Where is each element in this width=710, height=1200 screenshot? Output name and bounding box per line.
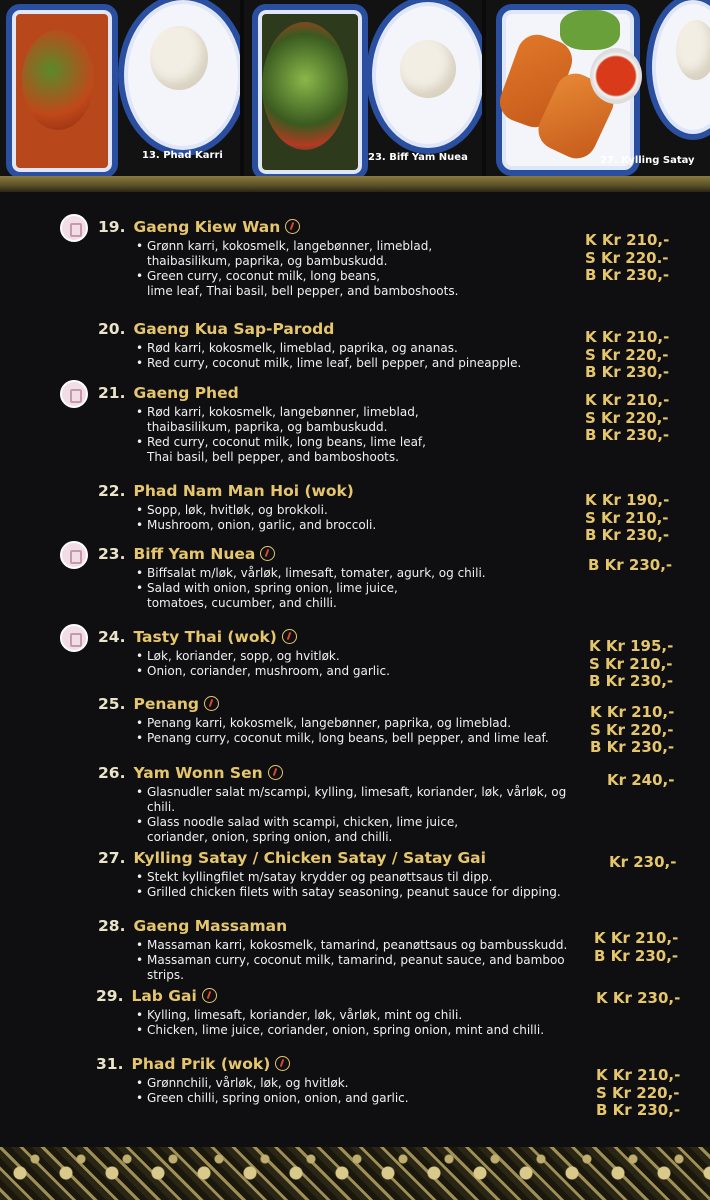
dish-description xyxy=(147,716,587,746)
description-line: • Salad with onion, spring onion, lime juice, xyxy=(147,581,587,596)
description-line: • Grønn karri, kokosmelk, langebønner, limeblad, xyxy=(147,239,587,254)
description-line: • Massaman curry, coconut milk, tamarind, peanut sauce, and bamboo strips. xyxy=(147,953,587,983)
dish-name: Phad Nam Man Hoi (wok) xyxy=(133,482,354,500)
dish-prices xyxy=(585,492,669,545)
description-line: • Grønnchili, vårløk, løk, og hvitløk. xyxy=(147,1076,587,1091)
price-line: K Kr 195,- xyxy=(589,637,674,655)
dish-description xyxy=(147,566,587,611)
description-line: lime leaf, Thai basil, bell pepper, and bamboshoots. xyxy=(147,284,459,298)
dish-number: 19. xyxy=(98,218,126,236)
chili-icon xyxy=(285,219,300,234)
price-line: K Kr 190,- xyxy=(585,491,670,509)
price-line: K Kr 210,- xyxy=(585,231,670,249)
dish-name: Tasty Thai (wok) xyxy=(133,628,277,646)
description-line: • Kylling, limesaft, koriander, løk, vårløk, mint og chili. xyxy=(147,1008,587,1023)
dish-number: 21. xyxy=(98,384,126,402)
photo-icon xyxy=(60,541,88,569)
dish-name: Gaeng Kiew Wan xyxy=(133,218,281,236)
description-line: • Green curry, coconut milk, long beans, xyxy=(147,269,587,284)
dish-name: Gaeng Phed xyxy=(133,384,239,402)
price-line: B Kr 230,- xyxy=(585,426,670,444)
price-line: B Kr 230,- xyxy=(585,363,670,381)
description-line: • Rød karri, kokosmelk, langebønner, limeblad, xyxy=(147,405,587,420)
price-line: S Kr 220,- xyxy=(585,345,669,364)
dish-prices xyxy=(609,854,676,872)
dish-number: 25. xyxy=(98,695,126,713)
photo-caption: 27. Kylling Satay xyxy=(600,155,695,166)
dish-name: Biff Yam Nuea xyxy=(133,545,256,563)
photo-strip xyxy=(0,0,710,180)
description-line: thaibasilikum, paprika, og bambuskudd. xyxy=(147,420,388,434)
dish-name: Gaeng Kua Sap-Parodd xyxy=(133,320,335,338)
price-line: K Kr 210,- xyxy=(590,703,675,721)
price-line: S Kr 220,- xyxy=(590,720,674,739)
dish-prices xyxy=(585,232,669,285)
dish-name: Kylling Satay / Chicken Satay / Satay Gai xyxy=(133,849,486,867)
dish-prices xyxy=(594,930,678,965)
price-line: B Kr 230,- xyxy=(590,738,675,756)
dish-title xyxy=(98,218,300,236)
description-line: • Chicken, lime juice, coriander, onion, spring onion, mint and chilli. xyxy=(147,1023,587,1038)
gold-divider xyxy=(0,176,710,192)
chili-icon xyxy=(260,546,275,561)
chili-icon xyxy=(275,1056,290,1071)
dish-number: 24. xyxy=(98,628,126,646)
dish-number: 23. xyxy=(98,545,126,563)
dish-title xyxy=(98,545,275,563)
dish-prices xyxy=(588,557,672,575)
price-line: B Kr 230,- xyxy=(589,672,674,690)
dish-description xyxy=(147,1076,587,1106)
price-line: B Kr 230,- xyxy=(594,946,679,965)
price-line: K Kr 210,- xyxy=(585,391,670,409)
menu-list xyxy=(0,192,710,1147)
description-line: • Mushroom, onion, garlic, and broccoli. xyxy=(147,518,587,533)
price-line: Kr 230,- xyxy=(609,853,677,871)
description-line: • Red curry, coconut milk, lime leaf, bell pepper, and pineapple. xyxy=(147,356,587,371)
photo-biff-yam-nuea xyxy=(244,0,482,178)
description-line: • Glass noodle salad with scampi, chicken, lime juice, xyxy=(147,815,587,830)
dish-description xyxy=(147,503,587,533)
dish-number: 20. xyxy=(98,320,126,338)
dish-description xyxy=(147,405,587,465)
dish-prices xyxy=(596,1067,680,1120)
price-line: B Kr 230,- xyxy=(588,556,673,574)
dish-description xyxy=(147,649,587,679)
dish-prices xyxy=(585,392,669,445)
chili-icon xyxy=(204,696,219,711)
price-line: S Kr 220,- xyxy=(596,1083,680,1102)
description-line: thaibasilikum, paprika, og bambuskudd. xyxy=(147,254,388,268)
price-line: K Kr 230,- xyxy=(596,989,681,1007)
price-line: S Kr 220,- xyxy=(585,408,669,427)
chili-icon xyxy=(268,765,283,780)
price-line: B Kr 230,- xyxy=(596,1101,681,1119)
chili-icon xyxy=(202,988,217,1003)
dish-prices xyxy=(607,772,674,790)
dish-number: 22. xyxy=(98,482,126,500)
photo-icon xyxy=(60,214,88,242)
dish-description xyxy=(147,239,587,299)
description-line: • Penang curry, coconut milk, long beans, bell pepper, and lime leaf. xyxy=(147,731,587,746)
price-line: B Kr 230,- xyxy=(585,266,670,284)
description-line: • Onion, coriander, mushroom, and garlic. xyxy=(147,664,587,679)
dish-title xyxy=(98,695,219,713)
price-line: Kr 240,- xyxy=(607,771,675,789)
description-line: • Stekt kyllingfilet m/satay krydder og peanøttsaus til dipp. xyxy=(147,870,587,885)
dish-title xyxy=(96,987,217,1005)
description-line: • Rød karri, kokosmelk, limeblad, paprika, og ananas. xyxy=(147,341,587,356)
description-line: tomatoes, cucumber, and chilli. xyxy=(147,596,337,610)
description-line: • Massaman karri, kokosmelk, tamarind, peanøttsaus og bambusskudd. xyxy=(147,938,587,953)
dish-name: Gaeng Massaman xyxy=(133,917,288,935)
description-line: • Grilled chicken filets with satay seasoning, peanut sauce for dipping. xyxy=(147,885,587,900)
dish-number: 26. xyxy=(98,764,126,782)
photo-icon xyxy=(60,380,88,408)
description-line: • Penang karri, kokosmelk, langebønner, paprika, og limeblad. xyxy=(147,716,587,731)
dish-prices xyxy=(596,990,680,1008)
dish-prices xyxy=(590,704,674,757)
dish-description xyxy=(147,785,587,845)
dish-description xyxy=(147,870,587,900)
dish-title xyxy=(98,764,283,782)
description-line: • Løk, koriander, sopp, og hvitløk. xyxy=(147,649,587,664)
price-line: S Kr 210,- xyxy=(585,508,669,527)
description-line: • Red curry, coconut milk, long beans, lime leaf, xyxy=(147,435,587,450)
description-line: • Green chilli, spring onion, onion, and garlic. xyxy=(147,1091,587,1106)
dish-name: Yam Wonn Sen xyxy=(133,764,263,782)
price-line: S Kr 210,- xyxy=(589,654,673,673)
dish-title xyxy=(98,917,287,935)
dish-name: Lab Gai xyxy=(131,987,197,1005)
photo-phad-karri xyxy=(0,0,240,178)
dish-number: 28. xyxy=(98,917,126,935)
dish-title xyxy=(98,320,334,338)
dish-number: 27. xyxy=(98,849,126,867)
dish-title xyxy=(96,1055,290,1073)
dish-description xyxy=(147,1008,587,1038)
dish-title xyxy=(98,384,239,402)
price-line: K Kr 210,- xyxy=(594,929,679,947)
description-line: • Glasnudler salat m/scampi, kylling, limesaft, koriander, løk, vårløk, og chili. xyxy=(147,785,587,815)
ornamental-border xyxy=(0,1147,710,1200)
photo-caption: 13. Phad Karri xyxy=(142,150,223,161)
photo-icon xyxy=(60,624,88,652)
description-line: • Sopp, løk, hvitløk, og brokkoli. xyxy=(147,503,587,518)
dish-title xyxy=(98,849,486,867)
description-line: Thai basil, bell pepper, and bamboshoots. xyxy=(147,450,399,464)
dish-name: Phad Prik (wok) xyxy=(131,1055,271,1073)
dish-description xyxy=(147,938,587,983)
price-line: K Kr 210,- xyxy=(596,1066,681,1084)
price-line: B Kr 230,- xyxy=(585,526,670,544)
dish-description xyxy=(147,341,587,371)
photo-kylling-satay xyxy=(486,0,710,178)
description-line: coriander, onion, spring onion, and chilli. xyxy=(147,830,393,844)
dish-number: 29. xyxy=(96,987,124,1005)
dish-number: 31. xyxy=(96,1055,124,1073)
dish-prices xyxy=(585,329,669,382)
dish-title xyxy=(98,628,297,646)
dish-name: Penang xyxy=(133,695,199,713)
price-line: S Kr 220.- xyxy=(585,248,669,267)
price-line: K Kr 210,- xyxy=(585,328,670,346)
description-line: • Biffsalat m/løk, vårløk, limesaft, tomater, agurk, og chili. xyxy=(147,566,587,581)
dish-prices xyxy=(589,638,673,691)
photo-caption: 23. Biff Yam Nuea xyxy=(368,152,468,163)
chili-icon xyxy=(282,629,297,644)
dish-title xyxy=(98,482,354,500)
